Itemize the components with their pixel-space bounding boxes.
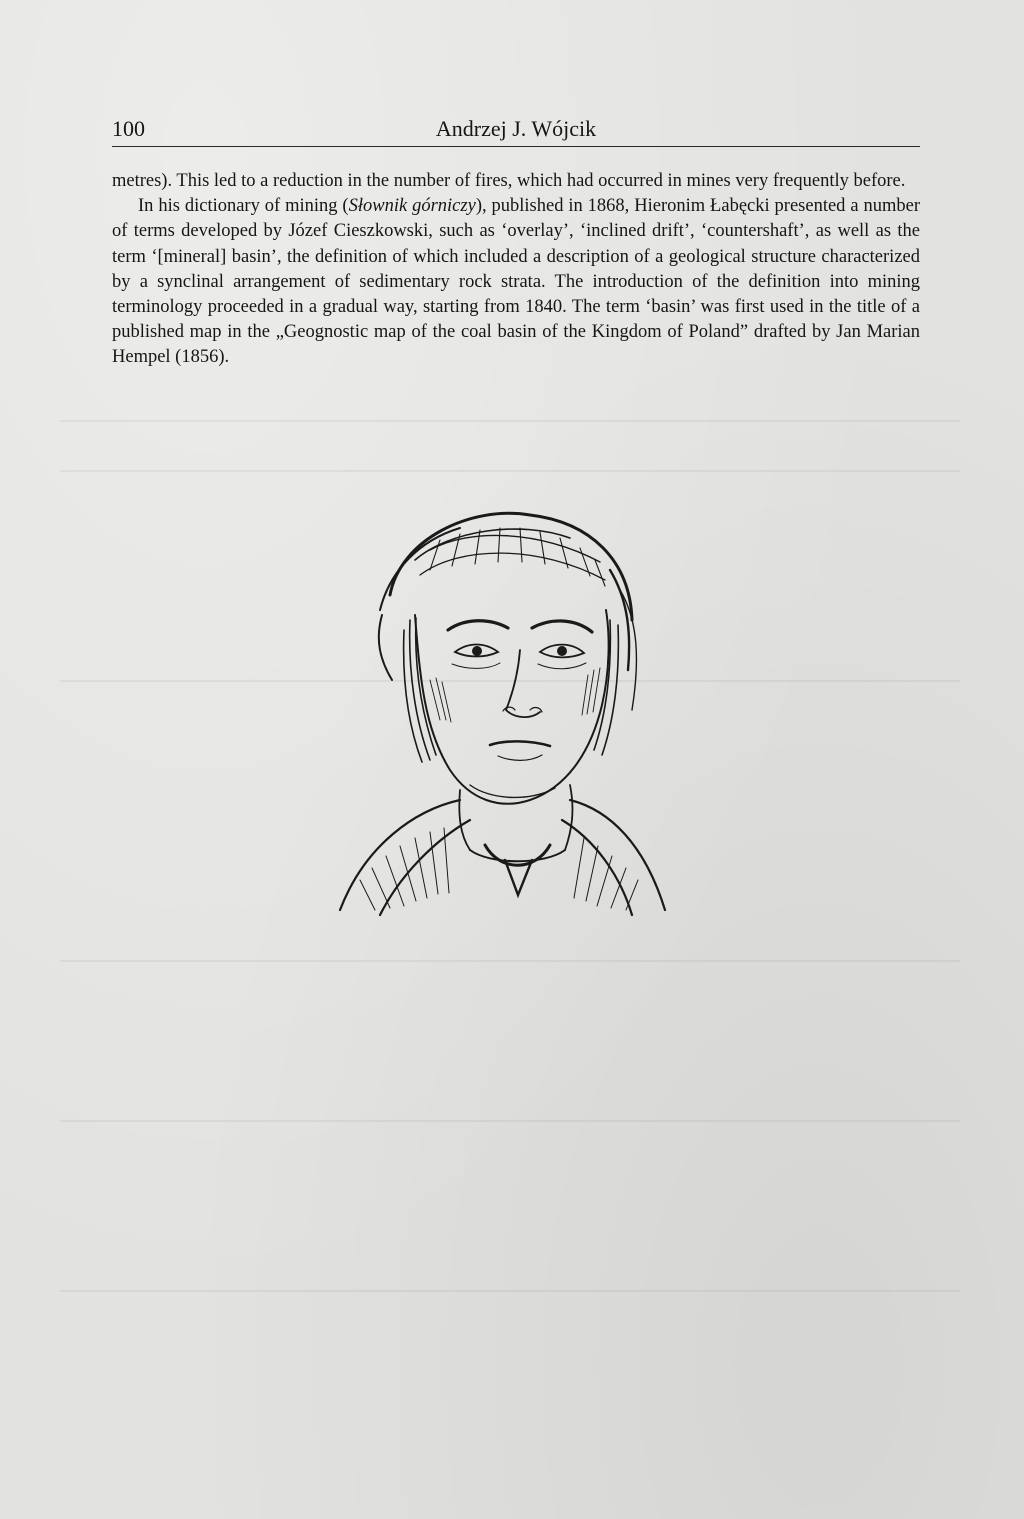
paragraph-text: ), published in 1868, Hieronim Łabęcki presented a number of terms developed by Józef Cieszkowski, such as ‘overlay’, ‘inclined drift’, ‘countershaft’, as well as the term ‘[mineral] basin’, the definition of which included a description of a geological structure characterized by a synclinal arrangement of sedimentary rock strata. The introduction of the definition into mining terminology proceeded in a gradual way, starting from 1840. The term ‘basin’ was first used in the title of a published map in the „Geognostic map of the coal basin of the Kingdom of Poland” drafted by Jan Marian Hempel (1856).: [112, 196, 920, 368]
paragraph: [112, 194, 920, 370]
paragraph: metres). This led to a reduction in the number of fires, which had occurred in mines very frequently before.: [112, 171, 906, 191]
bleed-through-line: [60, 420, 960, 422]
bleed-through-line: [60, 1120, 960, 1122]
bleed-through-line: [60, 960, 960, 962]
page-number: 100: [112, 116, 145, 141]
page-header: [112, 112, 920, 147]
paragraph-text: In his dictionary of mining (: [138, 196, 349, 217]
bleed-through-line: [60, 470, 960, 472]
portrait-engraving-icon: [320, 500, 680, 920]
running-head: Andrzej J. Wójcik: [435, 116, 597, 141]
bleed-through-line: [60, 1290, 960, 1292]
book-title: Słownik górniczy: [348, 196, 476, 217]
body-text: [112, 169, 920, 371]
portrait-figure: [320, 500, 680, 920]
